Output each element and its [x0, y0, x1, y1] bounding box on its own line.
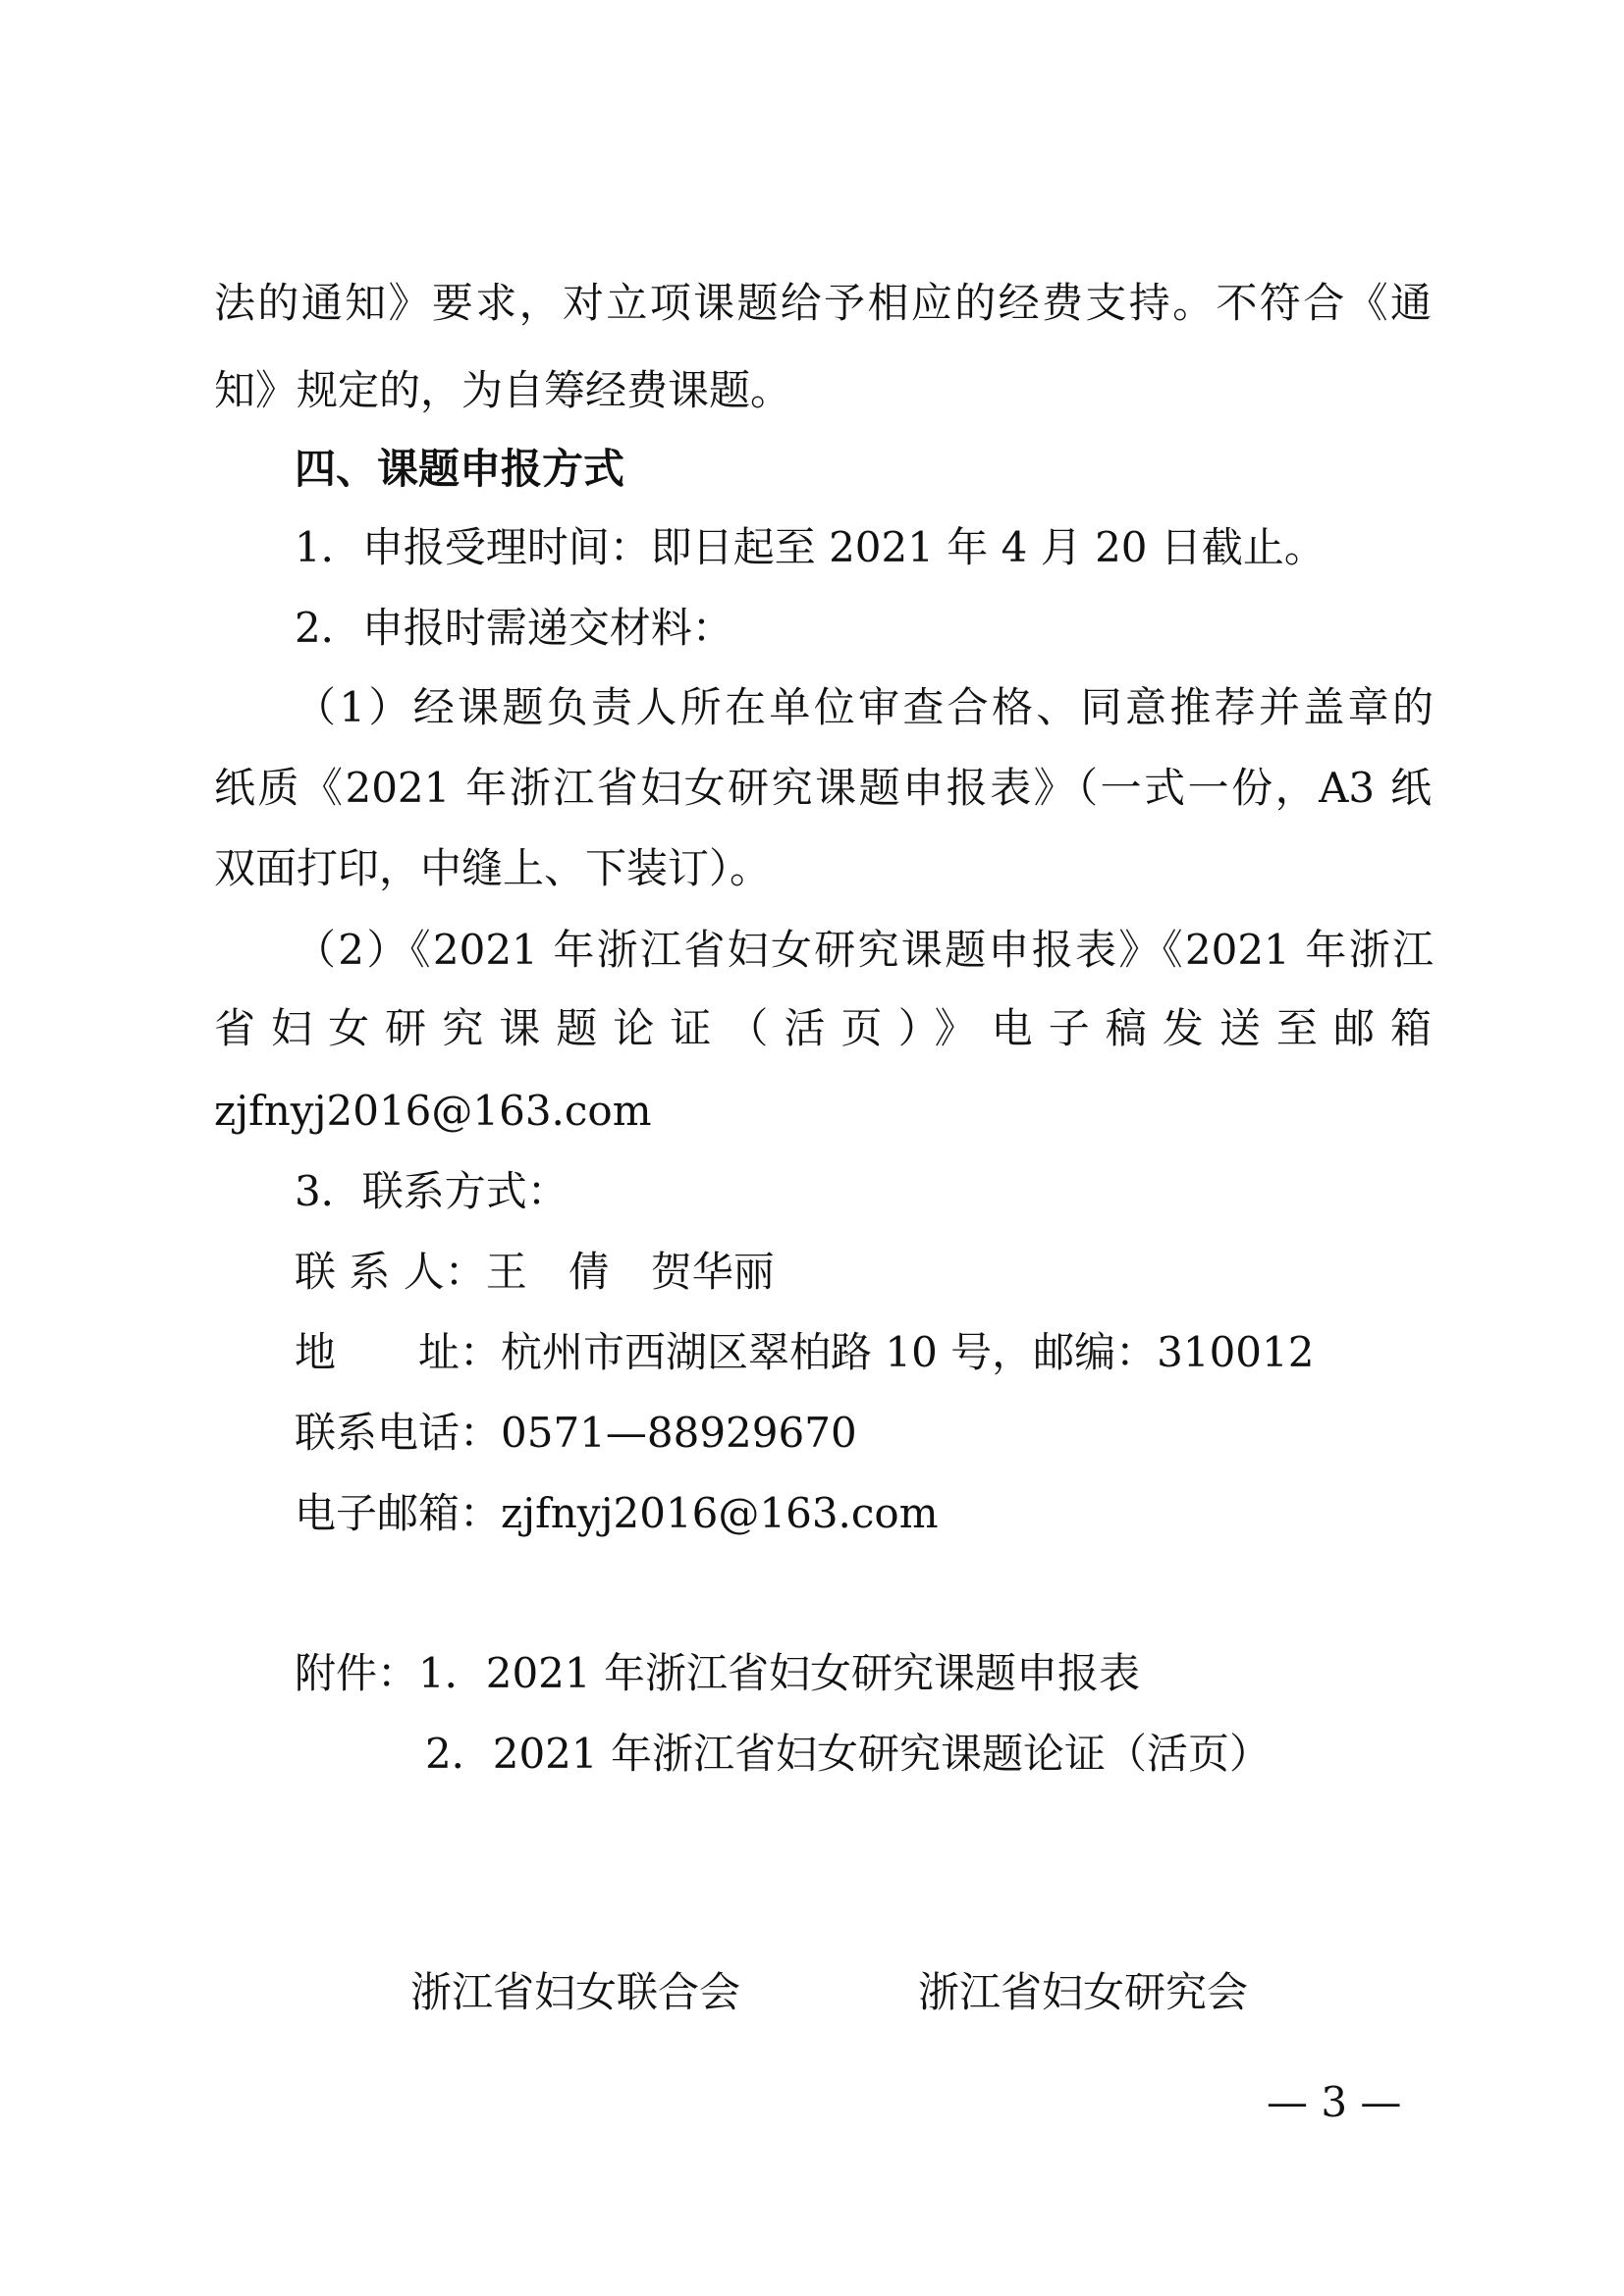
item-1-deadline: 1．申报受理时间：即日起至 2021 年 4 月 20 日截止。	[295, 523, 1326, 571]
contact-email: 电子邮箱：zjfnyj2016@163.com	[295, 1489, 939, 1537]
item-2-materials: 2．申报时需递交材料：	[295, 604, 733, 652]
page-number: — 3 —	[1267, 2078, 1402, 2126]
attachment-2: 2．2021 年浙江省妇女研究课题论证（活页）	[425, 1730, 1271, 1778]
section-heading: 四、课题申报方式	[295, 445, 625, 493]
paragraph-line-2: 知》规定的，为自筹经费课题。	[214, 366, 792, 414]
sub-item-2-line-2: 省妇女研究课题论证（活页）》电子稿发送至邮箱	[214, 1004, 1432, 1052]
item-3-contact: 3．联系方式：	[295, 1167, 568, 1215]
sub-item-1-line-1: （1）经课题负责人所在单位审查合格、同意推荐并盖章的	[295, 683, 1434, 731]
paragraph-line-1: 法的通知》要求，对立项课题给予相应的经费支持。不符合《通	[214, 279, 1432, 327]
signature-org-1: 浙江省妇女联合会	[410, 1968, 741, 2016]
sub-item-1-line-2: 纸质《2021 年浙江省妇女研究课题申报表》（一式一份，A3 纸	[214, 764, 1432, 812]
contact-phone: 联系电话：0571—88929670	[295, 1409, 857, 1457]
sub-item-2-line-1: （2）《2021 年浙江省妇女研究课题申报表》《2021 年浙江	[295, 926, 1434, 974]
attachment-1: 附件：1．2021 年浙江省妇女研究课题申报表	[295, 1649, 1140, 1697]
contact-address: 地 址：杭州市西湖区翠柏路 10 号，邮编：310012	[295, 1328, 1315, 1376]
contact-person: 联 系 人：王 倩 贺华丽	[295, 1248, 775, 1296]
sub-item-2-email: zjfnyj2016@163.com	[214, 1087, 652, 1135]
signature-org-2: 浙江省妇女研究会	[918, 1968, 1249, 2016]
sub-item-1-line-3: 双面打印，中缝上、下装订）。	[214, 844, 772, 892]
